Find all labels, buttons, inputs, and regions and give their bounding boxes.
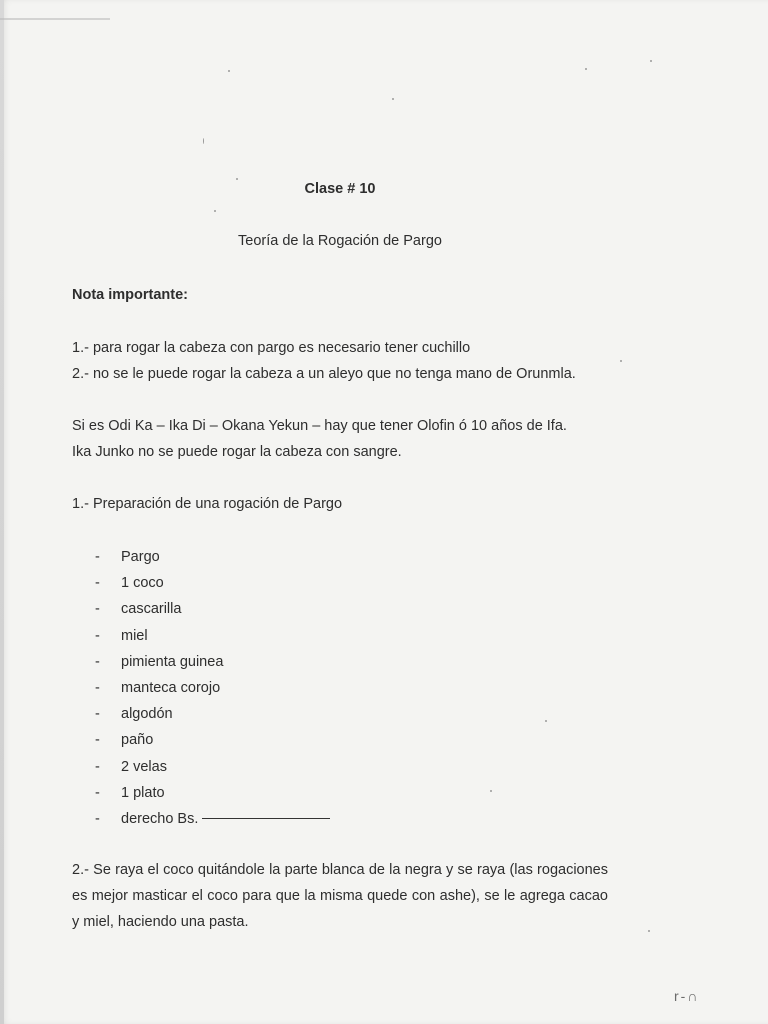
note-2: 2.- no se le puede rogar la cabeza a un aleyo que no tenga mano de Orunmla. [72,366,576,382]
list-item: - miel [95,627,148,644]
scan-speck [620,360,622,362]
section-2-paragraph: 2.- Se raya el coco quitándole la parte blanca de la negra y se raya (las rogaciones es mejor masticar el coco para que la misma quede con ashe), se le agrega cacao y miel, haciendo una pasta. [72,862,608,930]
scan-speck [650,60,652,62]
scan-speck [392,98,394,100]
list-item: - cascarilla [95,601,182,618]
page-title: Clase # 10 [304,181,376,197]
list-item: - 1 plato [95,784,165,801]
page-subtitle: Teoría de la Rogación de Pargo [238,233,442,249]
fill-in-blank-line [202,806,330,819]
note-1: 1.- para rogar la cabeza con pargo es necesario tener cuchillo [72,340,471,356]
scan-speck [648,930,650,932]
page-mark: r-∩ [674,988,700,1004]
scan-speck [203,138,204,144]
scan-shadow-edge [0,0,4,1024]
list-item: - 2 velas [95,758,167,775]
section-1-heading: 1.- Preparación de una rogación de Pargo [72,496,343,512]
list-item: - Pargo [95,549,160,565]
note-3: Si es Odi Ka – Ika Di – Okana Yekun – hay que tener Olofin ó 10 años de Ifa. [72,418,567,434]
note-heading: Nota importante: [72,287,188,303]
list-item: - derecho Bs. [95,806,330,832]
list-item: - manteca corojo [95,680,221,697]
scan-speck [236,178,238,180]
note-4: Ika Junko no se puede rogar la cabeza con sangre. [72,444,402,460]
scan-edge-mark [0,18,110,20]
scan-speck [228,70,230,72]
list-item: - algodón [95,706,173,723]
scan-speck [490,790,492,792]
scan-speck [545,720,547,722]
list-item: - paño [95,732,154,749]
list-item: - 1 coco [95,575,164,592]
scan-speck [214,210,216,212]
scan-speck [585,68,587,70]
materials-list [95,544,330,832]
list-item: - pimienta guinea [95,653,224,670]
